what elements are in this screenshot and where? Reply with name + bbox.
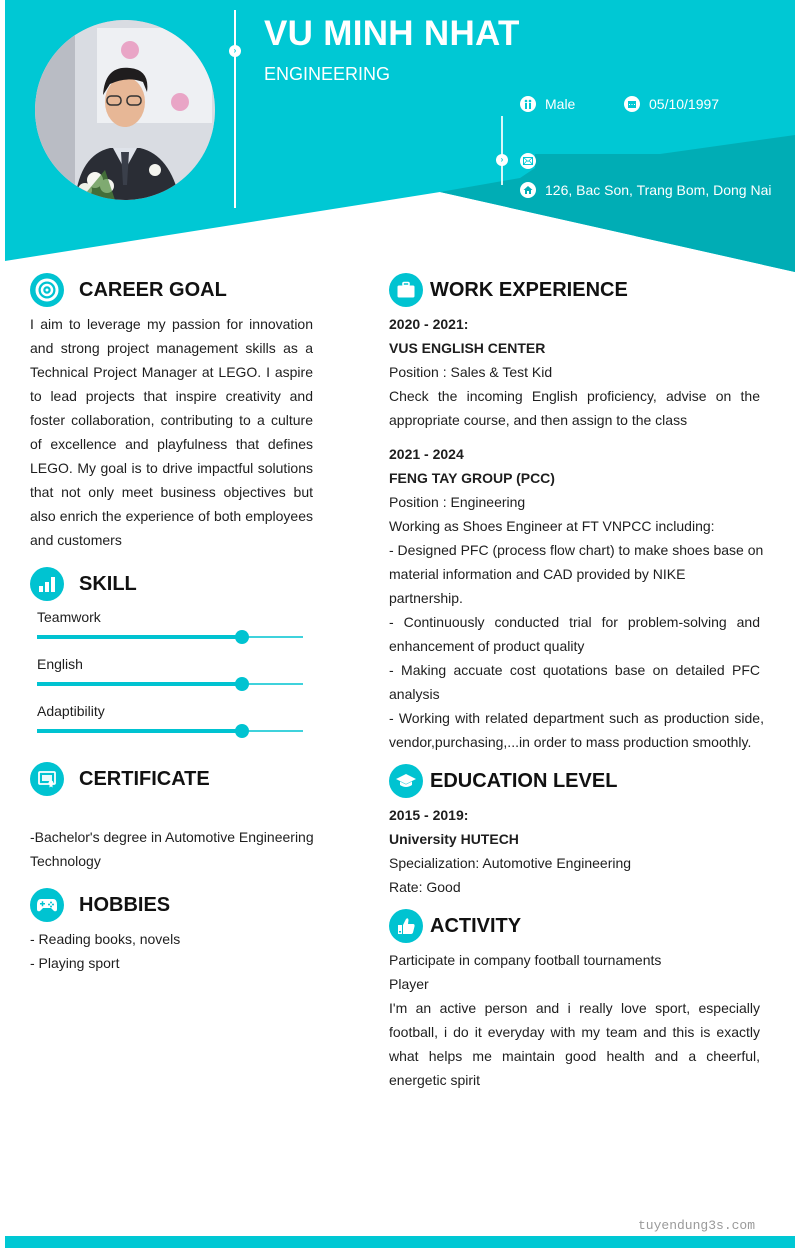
chevron-right-icon: › [496,154,508,166]
header-divider-right [501,116,503,185]
skill-label: Adaptibility [37,703,105,719]
profile-photo [35,20,215,200]
education-period: 2015 - 2019: [389,807,469,823]
graduation-cap-icon [389,764,423,798]
education-rate: Rate: Good [389,879,461,895]
skill-fill [37,635,242,639]
email-icon [520,153,536,169]
activity-event: Participate in company football tournaments [389,952,662,968]
watermark: tuyendung3s.com [638,1218,756,1233]
certificate-header [30,762,210,796]
career-goal-text: I aim to leverage my passion for innovation and strong project management skills as a Technical Project Manager at LEGO. I aspire to lead projects that inspire creativity and foster collaboration, contributing to a culture of excellence and playfulness that defines LEGO. My goal is to drive impactful solutions that not only meet business objectives but also enrich the experience of both employees and customers [30,316,313,548]
job-period: 2021 - 2024 [389,446,464,462]
activity-description: I'm an active person and i really love sport, especially football, i do it everyday with my team and this is exactly what helps me maintain good health and a cheerful, energetic spirit [389,1000,760,1088]
footer-bar [5,1236,795,1248]
education-specialization: Specialization: Automotive Engineering [389,855,632,871]
section-title: CERTIFICATE [79,767,210,790]
skill-label: English [37,656,83,672]
section-title: WORK EXPERIENCE [430,278,628,301]
calendar-icon [624,96,640,112]
job-period: 2020 - 2021: [389,316,469,332]
bar-chart-icon [30,567,64,601]
job-intro: Working as Shoes Engineer at FT VNPCC including: [389,518,715,534]
job-position: Position : Engineering [389,494,526,510]
section-title: ACTIVITY [430,914,522,937]
job-bullet: material information and CAD provided by NIKE [389,566,686,582]
skill-fill [37,682,242,686]
section-title: CAREER GOAL [79,278,227,301]
email-info [520,153,545,169]
skill-knob [235,677,249,691]
activity-role: Player [389,976,429,992]
education-header [389,764,617,798]
job-company: FENG TAY GROUP (PCC) [389,470,555,486]
skill-knob [235,724,249,738]
job-company: VUS ENGLISH CENTER [389,340,546,356]
home-icon [520,182,536,198]
job-bullet: - Designed PFC (process flow chart) to make shoes base on [389,542,764,558]
birthday-value: 05/10/1997 [649,96,720,112]
gender-icon [520,96,536,112]
job-description: Check the incoming English proficiency, advise on the appropriate course, and then assign to the class [389,388,760,428]
candidate-name: VU MINH NHAT [264,14,520,53]
job-bullet: - Making accuate cost quotations base on detailed PFC analysis [389,662,760,702]
skill-header [30,567,137,601]
address-info [520,182,771,198]
thumbs-up-icon [389,909,423,943]
skill-label: Teamwork [37,609,101,625]
career-goal-header [30,273,227,307]
skill-bar-adaptibility [37,730,303,732]
education-school: University HUTECH [389,831,519,847]
candidate-title: ENGINEERING [264,64,391,84]
job-position: Position : Sales & Test Kid [389,364,553,380]
gamepad-icon [30,888,64,922]
hobbies-header [30,888,170,922]
skill-fill [37,729,242,733]
hobby-item: - Reading books, novels [30,931,181,947]
job-bullet: - Continuously conducted trial for problem-solving and enhancement of product quality [389,614,760,654]
target-icon [30,273,64,307]
hobby-item: - Playing sport [30,955,120,971]
job-bullet: - Working with related department such as production side, vendor,purchasing,...in order to mass production smoothly. [389,710,764,750]
job-bullet: partnership. [389,590,463,606]
work-experience-header [389,273,628,307]
skill-knob [235,630,249,644]
activity-header [389,909,521,943]
gender-value: Male [545,96,576,112]
address-value: 126, Bac Son, Trang Bom, Dong Nai [545,182,772,198]
header-divider-left [234,10,236,208]
gender-info [520,96,575,112]
certificate-text: -Bachelor's degree in Automotive Engineering Technology [30,829,314,869]
section-title: HOBBIES [79,893,171,916]
skill-bar-english [37,683,303,685]
section-title: SKILL [79,572,137,595]
birthday-info [624,96,719,112]
briefcase-icon [389,273,423,307]
certificate-icon [30,762,64,796]
section-title: EDUCATION LEVEL [430,769,618,792]
skill-bar-teamwork [37,636,303,638]
chevron-right-icon: › [229,45,241,57]
